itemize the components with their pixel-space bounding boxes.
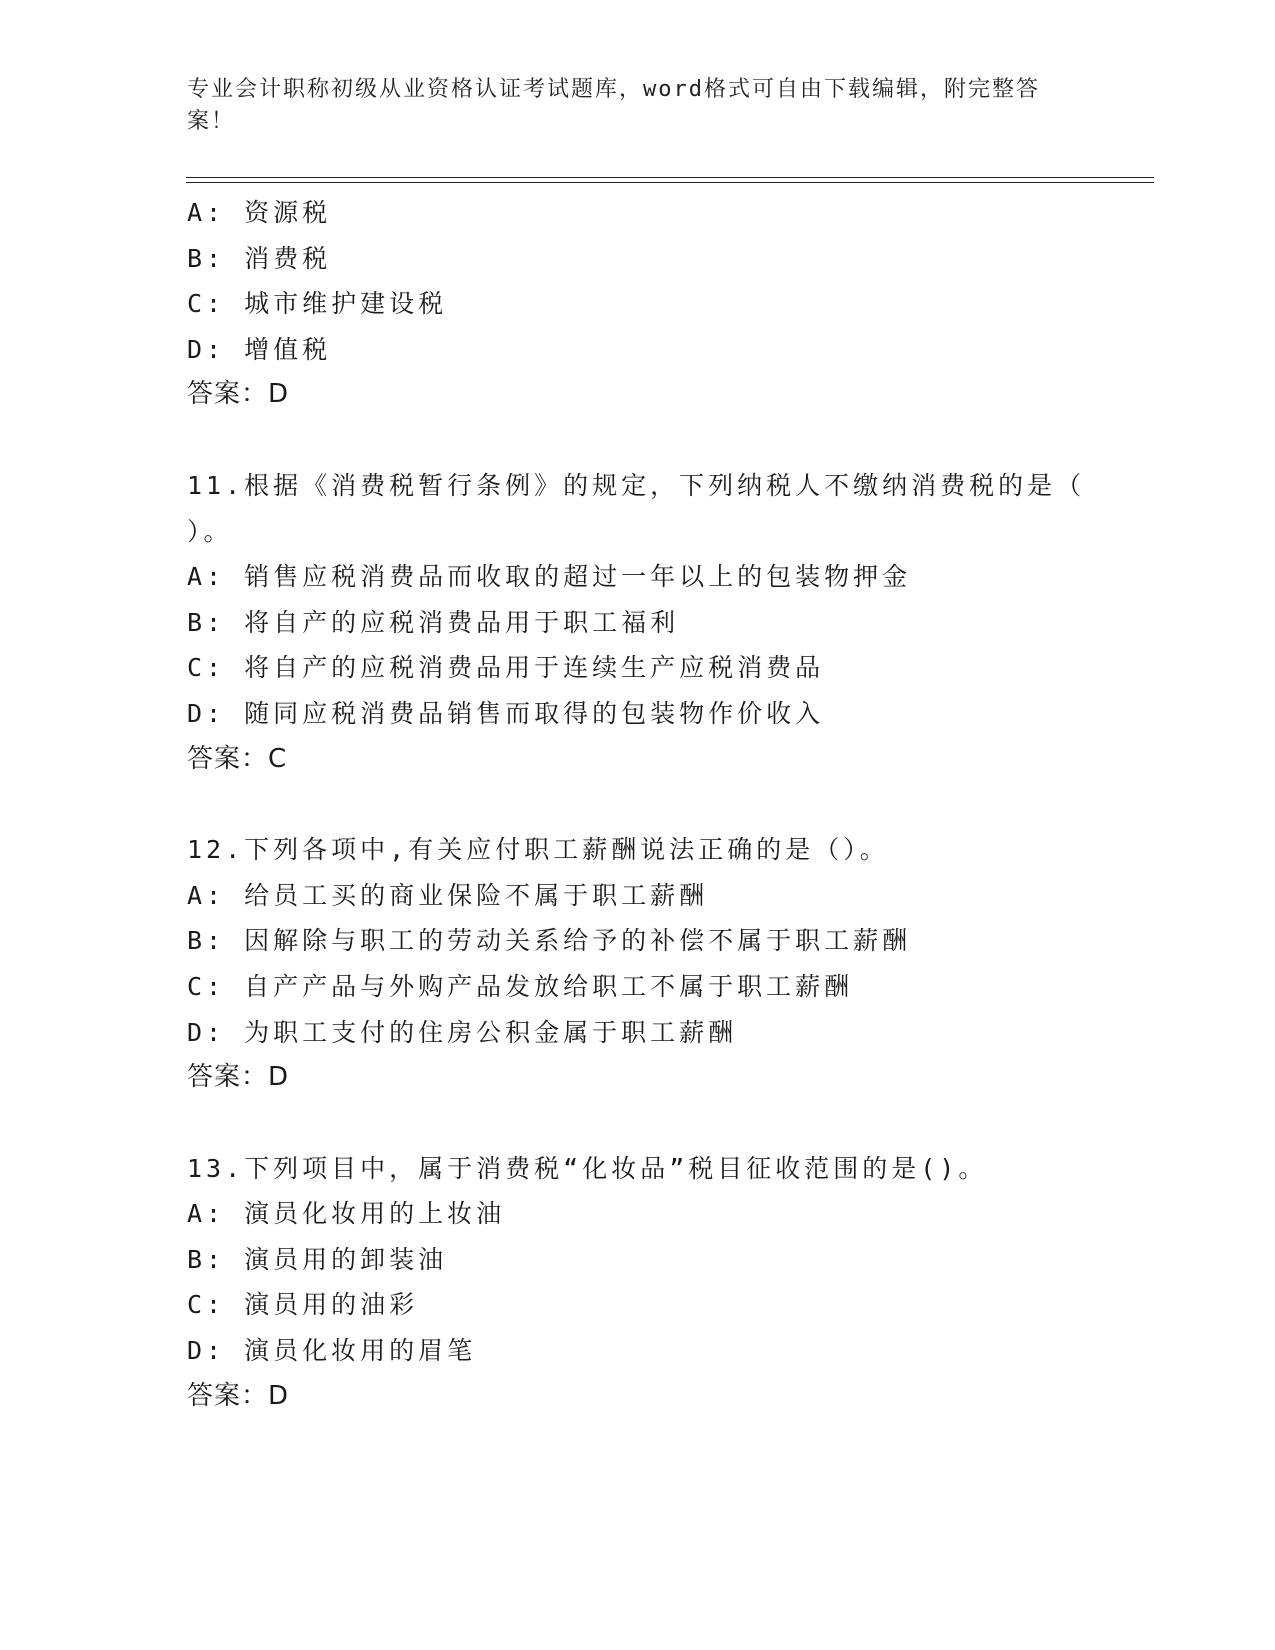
option-c: C: 自产产品与外购产品发放给职工不属于职工薪酬 [187,971,854,1001]
question-block-12 [187,827,1087,1101]
option-c: C: 城市维护建设税 [187,289,448,319]
option-a: A: 演员化妆用的上妆油 [187,1199,506,1229]
option-c: C: 将自产的应税消费品用于连续生产应税消费品 [187,653,825,683]
option-a: A: 资源税 [187,198,332,227]
question-block-13 [187,1146,1087,1420]
answer-line: 答案：D [187,1380,290,1411]
option-b: B: 消费税 [187,243,332,273]
option-c: C: 演员用的油彩 [187,1290,419,1320]
option-b: B: 因解除与职工的劳动关系给予的补偿不属于职工薪酬 [187,926,912,956]
answer-line: 答案：D [187,379,290,410]
question-stem: 11.根据《消费税暂行条例》的规定，下列纳税人不缴纳消费税的是（ [187,470,1086,500]
option-d: D: 为职工支付的住房公积金属于职工薪酬 [187,1017,738,1047]
question-stem-continued: ）。 [187,516,233,546]
option-b: B: 演员用的卸装油 [187,1244,448,1274]
question-stem: 13.下列项目中，属于消费税“化妆品”税目征收范围的是()。 [187,1153,988,1183]
option-d: D: 增值税 [187,334,332,364]
answer-line: 答案：C [187,743,288,774]
header-rule-top [186,177,1154,178]
question-stem: 12.下列各项中,有关应付职工薪酬说法正确的是（）。 [187,835,889,865]
option-d: D: 随同应税消费品销售而取得的包装物作价收入 [187,698,825,728]
question-block-10 [187,190,1087,418]
option-a: A: 销售应税消费品而收取的超过一年以上的包装物押金 [187,562,912,592]
option-b: B: 将自产的应税消费品用于职工福利 [187,607,680,637]
document-body [187,190,1087,1419]
option-a: A: 给员工买的商业保险不属于职工薪酬 [187,880,709,910]
option-d: D: 演员化妆用的眉笔 [187,1336,477,1366]
page-header: 专业会计职称初级从业资格认证考试题库，word格式可自由下载编辑，附完整答案！ [187,77,1040,134]
answer-line: 答案：D [187,1062,290,1093]
question-block-11 [187,463,1087,782]
header-rule-bottom [186,182,1154,183]
